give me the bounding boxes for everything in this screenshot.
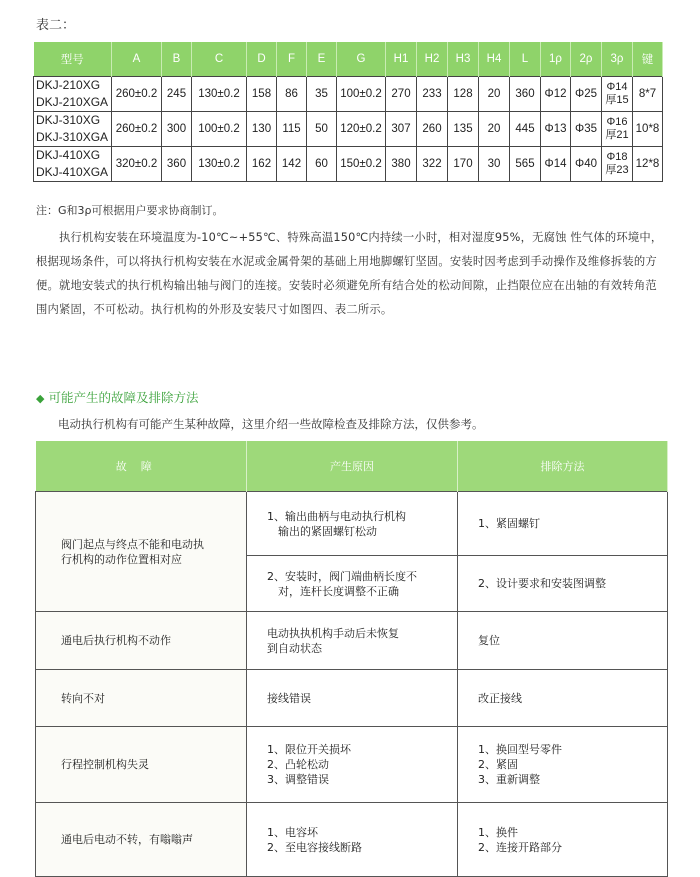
spec-cell-f: 142 [277,147,307,182]
spec-header-cell: H1 [386,42,417,77]
spec-header-cell: H3 [448,42,479,77]
cause-line: 2、安装时，阀门端曲柄长度不 [267,569,417,583]
p3-line: Φ18 [606,151,628,163]
spec-row [34,112,663,147]
spec-cell-g: 100±0.2 [337,77,386,112]
spec-cell-h1: 380 [386,147,417,182]
cause-line: 输出的紧固螺钉松动 [267,524,377,538]
section-title-text: 可能产生的故障及排除方法 [48,390,199,405]
model-cell [34,147,112,182]
spec-header-cell: 2ρ [571,42,602,77]
cause-line: 对，连杆长度调整不正确 [267,584,399,598]
spec-header-cell: E [307,42,337,77]
header-fault: 故障 [36,441,247,492]
fault-cell: 通电后执行机构不动作 [36,612,247,670]
table-caption: 表二： [36,18,76,33]
spec-cell-h4: 20 [479,77,510,112]
fix-line: 2、紧固 [478,758,518,771]
spec-cell-b: 300 [162,112,192,147]
spec-cell-p3 [602,77,633,112]
spec-cell-g: 150±0.2 [337,147,386,182]
spec-cell-d: 130 [247,112,277,147]
cause-line: 1、输出曲柄与电动执行机构 [267,509,406,523]
fix-cell [458,556,668,612]
cause-line: 2、凸轮松动 [267,758,329,771]
spec-cell-h2: 260 [417,112,448,147]
spec-cell-key: 10*8 [633,112,663,147]
p3-line: Φ14 [606,81,628,93]
p3-line: Φ16 [606,116,628,128]
fault-row [36,670,668,727]
spec-cell-a: 260±0.2 [112,112,162,147]
cause-line: 电动执执机构手动后未恢复 [267,626,399,640]
fix-line: 复位 [478,634,500,647]
spec-cell-d: 158 [247,77,277,112]
header-cause: 产生原因 [247,441,458,492]
spec-cell-p2: Φ40 [571,147,602,182]
spec-cell-a: 320±0.2 [112,147,162,182]
model-name: DKJ-310XG [36,113,101,127]
fix-cell [458,612,668,670]
spec-cell-c: 130±0.2 [192,147,247,182]
spec-cell-h1: 307 [386,112,417,147]
spec-header-cell: A [112,42,162,77]
spec-header-cell: 3ρ [602,42,633,77]
spec-header-cell: H2 [417,42,448,77]
fix-line: 2、设计要求和安装图调整 [478,577,606,590]
fault-row [36,727,668,803]
spec-cell-h2: 322 [417,147,448,182]
spec-cell-b: 360 [162,147,192,182]
spec-cell-c: 130±0.2 [192,77,247,112]
spec-cell-key: 12*8 [633,147,663,182]
spec-cell-l: 445 [510,112,541,147]
fault-cell: 阀门起点与终点不能和电动执行机构的动作位置相对应 [36,492,247,612]
spec-header-cell: G [337,42,386,77]
spec-cell-p1: Φ13 [541,112,571,147]
fix-line: 3、重新调整 [478,773,540,786]
spec-header-cell: H4 [479,42,510,77]
fault-row [36,612,668,670]
spec-cell-e: 50 [307,112,337,147]
fix-line: 1、换回型号零件 [478,743,562,756]
spec-header-cell: B [162,42,192,77]
fault-row [36,803,668,877]
spec-cell-key: 8*7 [633,77,663,112]
spec-header-cell: L [510,42,541,77]
cause-line: 3、调整错误 [267,773,329,786]
spec-row [34,77,663,112]
spec-cell-h4: 30 [479,147,510,182]
cause-line: 2、至电容接线断路 [267,840,362,854]
spec-cell-l: 565 [510,147,541,182]
spec-cell-d: 162 [247,147,277,182]
cause-cell [247,670,458,727]
fault-table [35,441,668,877]
spec-header-cell: D [247,42,277,77]
spec-cell-p2: Φ25 [571,77,602,112]
p3-line: 厚23 [605,164,629,176]
spec-cell-p1: Φ14 [541,147,571,182]
cause-cell [247,727,458,803]
model-cell [34,77,112,112]
spec-cell-p1: Φ12 [541,77,571,112]
cause-line: 1、限位开关损坏 [267,743,351,756]
section-title [36,388,198,406]
spec-cell-e: 60 [307,147,337,182]
spec-header-cell: 1ρ [541,42,571,77]
spec-cell-b: 245 [162,77,192,112]
spec-cell-h2: 233 [417,77,448,112]
spec-row [34,147,663,182]
fault-row [36,492,668,556]
fault-cell: 通电后电动不转，有嗡嗡声 [36,803,247,877]
spec-cell-p3 [602,147,633,182]
model-name: DKJ-410XG [36,148,101,162]
spec-cell-h3: 170 [448,147,479,182]
model-name: DKJ-210XGA [36,95,109,109]
note: 注：G和3ρ可根据用户要求协商制订。 [36,204,224,217]
spec-cell-h1: 270 [386,77,417,112]
fault-cell: 行程控制机构失灵 [36,727,247,803]
p3-line: 厚21 [605,129,629,141]
p3-line: 厚15 [605,94,629,106]
cause-cell [247,612,458,670]
spec-table [33,42,663,182]
model-name: DKJ-410XGA [36,165,109,179]
model-name: DKJ-210XG [36,78,101,92]
spec-header-cell: 型号 [34,42,112,77]
fix-line: 1、紧固螺钉 [478,517,540,530]
cause-line: 到自动状态 [267,641,322,655]
spec-header-cell: 键 [633,42,663,77]
fault-header-row [36,441,668,492]
section-intro: 电动执行机构有可能产生某种故障，这里介绍一些故障检查及排除方法，仅供参考。 [58,417,484,431]
header-fix: 排除方法 [458,441,668,492]
fault-cell: 转向不对 [36,670,247,727]
fix-line: 改正接线 [478,691,522,705]
fix-cell [458,670,668,727]
fix-cell [458,492,668,556]
fix-cell [458,727,668,803]
spec-cell-c: 100±0.2 [192,112,247,147]
spec-cell-g: 120±0.2 [337,112,386,147]
cause-line: 1、电容坏 [267,825,318,839]
spec-cell-p3 [602,112,633,147]
install-paragraph: 执行机构安装在环境温度为-10℃~+55℃、特殊高温150℃内持续一小时，相对湿度95%，无腐蚀 性气体的环境中，根据现场条件，可以将执行机构安装在水泥或金属骨架的基础上用地脚螺钉坚固。安装时因考虑到手动操作及维修拆装的方便。就地安装式的执行机构输出轴与阀门的连接。安装时必须避免所有结合处的松动间隙，止挡限位应在出轴的有效转角范围内紧固，不可松动。执行机构的外形及安装尺寸如图四、表二所示。 [36,231,663,316]
spec-cell-h3: 128 [448,77,479,112]
spec-header-cell: F [277,42,307,77]
cause-cell [247,492,458,556]
spec-cell-e: 35 [307,77,337,112]
spec-header-cell: C [192,42,247,77]
spec-cell-h4: 20 [479,112,510,147]
model-cell [34,112,112,147]
cause-line: 接线错误 [267,691,311,705]
cause-cell [247,803,458,877]
spec-cell-f: 115 [277,112,307,147]
spec-cell-h3: 135 [448,112,479,147]
spec-cell-f: 86 [277,77,307,112]
diamond-bullet-icon: ◆ [36,392,45,405]
spec-cell-p2: Φ35 [571,112,602,147]
model-name: DKJ-310XGA [36,130,109,144]
fix-cell [458,803,668,877]
cause-cell [247,556,458,612]
fix-line: 2、连接开路部分 [478,840,562,854]
spec-header-row [34,42,663,77]
spec-cell-l: 360 [510,77,541,112]
spec-cell-a: 260±0.2 [112,77,162,112]
fix-line: 1、换件 [478,825,518,839]
